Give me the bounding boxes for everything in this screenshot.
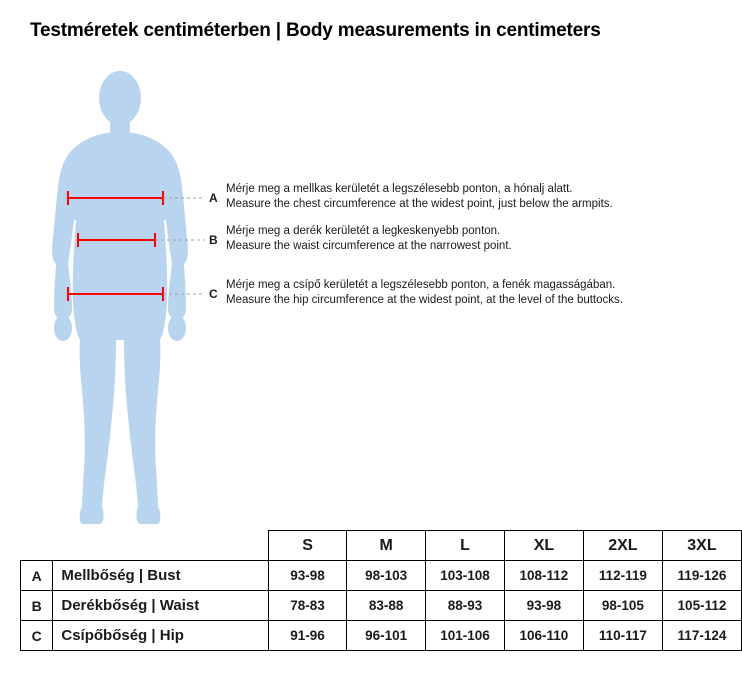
size-table-head <box>21 531 742 561</box>
cell-waist-m: 83-88 <box>347 591 426 621</box>
table-row <box>21 621 742 651</box>
measure-desc-a-hu: Mérje meg a mellkas kerületét a legszélesebb ponton, a hónalj alatt. <box>226 183 573 195</box>
size-header-s: S <box>268 531 347 561</box>
measure-desc-c-hu: Mérje meg a csípő kerületét a legszélesebb ponton, a fenék magasságában. <box>226 279 616 291</box>
corner-blank-letter <box>21 531 53 561</box>
row-name-bust: Mellbőség | Bust <box>53 561 268 591</box>
cell-bust-l: 103-108 <box>426 561 505 591</box>
cell-waist-3xl: 105-112 <box>662 591 741 621</box>
row-name-waist: Derékbőség | Waist <box>53 591 268 621</box>
row-name-hip: Csípőbőség | Hip <box>53 621 268 651</box>
table-row <box>21 561 742 591</box>
cell-hip-m: 96-101 <box>347 621 426 651</box>
size-table-body <box>21 561 742 651</box>
measure-letter-a: A <box>209 191 218 205</box>
cell-hip-2xl: 110-117 <box>583 621 662 651</box>
cell-hip-3xl: 117-124 <box>662 621 741 651</box>
cell-bust-xl: 108-112 <box>504 561 583 591</box>
corner-blank-name <box>53 531 268 561</box>
size-header-3xl: 3XL <box>662 531 741 561</box>
measure-desc-a-en: Measure the chest circumference at the widest point, just below the armpits. <box>226 198 613 210</box>
size-header-l: L <box>426 531 505 561</box>
measure-letter-c: C <box>209 287 218 301</box>
body-silhouette <box>20 70 220 530</box>
cell-hip-l: 101-106 <box>426 621 505 651</box>
size-header-xl: XL <box>504 531 583 561</box>
cell-waist-xl: 93-98 <box>504 591 583 621</box>
cell-bust-s: 93-98 <box>268 561 347 591</box>
cell-hip-xl: 106-110 <box>504 621 583 651</box>
cell-waist-s: 78-83 <box>268 591 347 621</box>
measure-desc-a <box>226 182 613 212</box>
cell-hip-s: 91-96 <box>268 621 347 651</box>
size-header-2xl: 2XL <box>583 531 662 561</box>
size-header-m: M <box>347 531 426 561</box>
measure-desc-b-hu: Mérje meg a derék kerületét a legkeskenyebb ponton. <box>226 225 501 237</box>
measure-desc-c-en: Measure the hip circumference at the widest point, at the level of the buttocks. <box>226 294 623 306</box>
table-row <box>21 591 742 621</box>
row-letter-c: C <box>21 621 53 651</box>
page-title: Testméretek centiméterben | Body measurements in centimeters <box>30 20 601 41</box>
cell-waist-l: 88-93 <box>426 591 505 621</box>
cell-bust-m: 98-103 <box>347 561 426 591</box>
cell-bust-3xl: 119-126 <box>662 561 741 591</box>
measure-desc-b-en: Measure the waist circumference at the narrowest point. <box>226 240 512 252</box>
measure-desc-b <box>226 224 512 254</box>
size-table <box>20 530 742 651</box>
row-letter-b: B <box>21 591 53 621</box>
measure-desc-c <box>226 278 623 308</box>
measure-letter-b: B <box>209 233 218 247</box>
row-letter-a: A <box>21 561 53 591</box>
cell-waist-2xl: 98-105 <box>583 591 662 621</box>
cell-bust-2xl: 112-119 <box>583 561 662 591</box>
table-header-row <box>21 531 742 561</box>
